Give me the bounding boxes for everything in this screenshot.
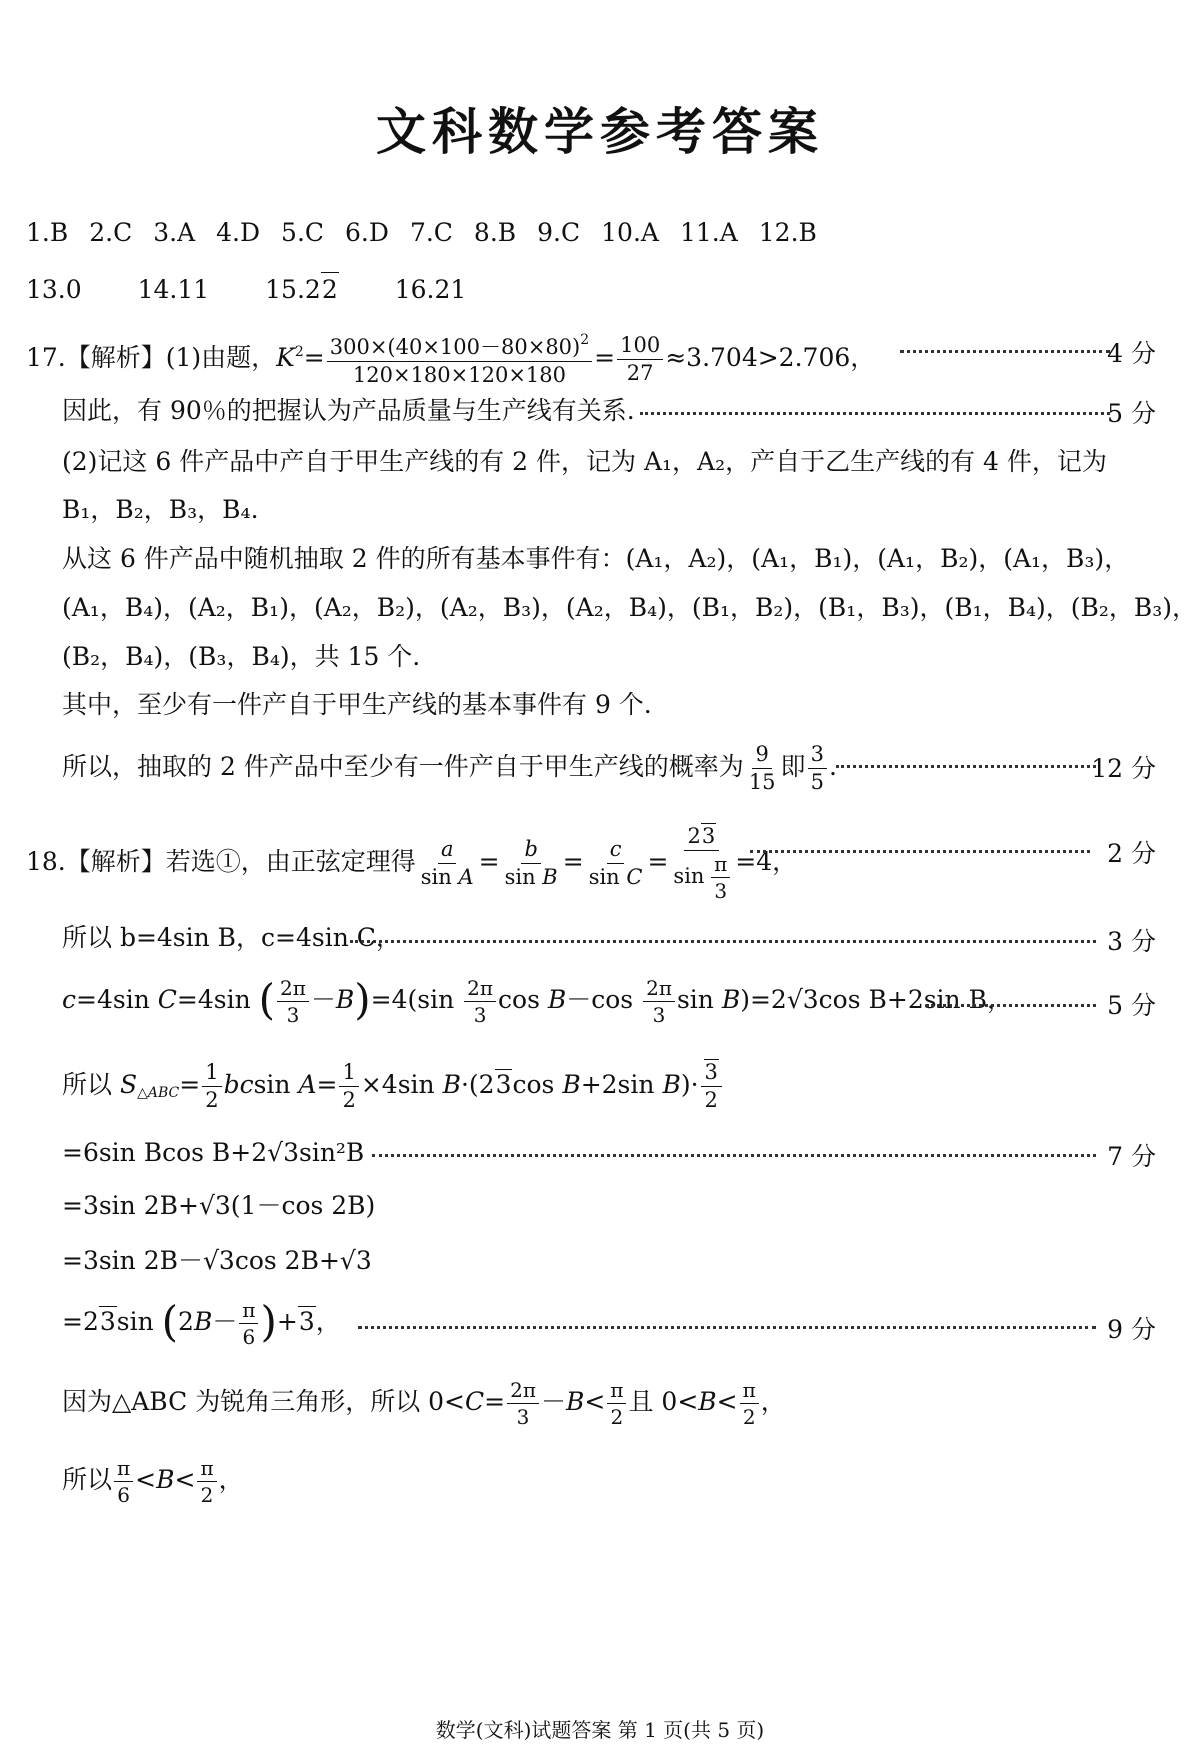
k2-fraction: $\frac{300\times(40\times 100-80\times 80)^2}{120\times 180\times 120\times 180}$ [327,333,592,386]
q18-line-7: =3sin 2B－√3cos 2B+√3 [62,1246,372,1275]
q17-line-2: 因此，有 90％的把握认为产品质量与生产线有关系. [62,396,635,425]
answer-5: 5.C [281,218,325,247]
q18-line-9: 因为△ABC 为锐角三角形，所以 0<C= $\frac{2\pi}{3}$ －B< $\frac{\pi}{2}$ 且 0<B< $\frac{\pi}{2}$ ， [62,1378,786,1429]
leader-dots [900,350,1110,355]
q17-line-3: (2)记这 6 件产品中产自于甲生产线的有 2 件，记为 A₁，A₂，产自于乙生产线的有 4 件，记为 [62,447,1107,476]
q18-line-4: 所以 $S_{\triangle ABC}=$ $\frac{1}{2}$ bcsin A= $\frac{1}{2}$ ×4sin B·(23cos B+2sin B)· $\frac{3}{2}$ [62,1062,724,1111]
q17-line-8: 其中，至少有一件产自于甲生产线的基本事件有 9 个. [62,690,652,719]
leader-dots [750,850,1090,855]
answer-6: 6.D [345,218,389,247]
q18-line-5: =6sin Bcos B+2√3sin²B [62,1138,365,1167]
answer-8: 8.B [473,218,517,247]
answer-2: 2.C [89,218,133,247]
q17-line-4: B₁，B₂，B₃，B₄. [62,495,259,524]
q17-line-1: 17.【解析】(1)由题，$K^2=$ $\frac{300\times(40\times 100-80\times 80)^2}{120\times 180\times 120\times 180}$ = $\frac{100}{27}$ ≈3.704>2.706， [26,332,876,387]
page-footer: 数学(文科)试题答案 第 1 页(共 5 页) [435,1718,765,1742]
answer-13: 13.0 [26,275,82,304]
page-title: 文科数学参考答案 [376,103,824,161]
q18-line-6: =3sin 2B+√3(1－cos 2B) [62,1191,376,1220]
leader-dots [350,940,1096,945]
answer-row-2 [26,272,514,307]
score-2: 2 分 [1107,839,1156,868]
answer-12: 12.B [758,218,817,247]
q17-head: 17.【解析】(1)由题， [26,343,277,372]
answer-14: 14.11 [137,275,210,304]
answer-4: 4.D [216,218,261,247]
leader-dots [926,1004,1096,1009]
prob-simplified: $\frac{3}{5}$ [808,744,827,793]
score-9: 9 分 [1107,1315,1156,1344]
answer-9: 9.C [537,218,581,247]
leader-dots [372,1154,1096,1159]
prob-fraction: $\frac{9}{15}$ [748,742,776,794]
score-5b: 5 分 [1107,991,1156,1020]
answer-1: 1.B [26,218,69,247]
score-12: 12 分 [1091,754,1156,783]
answer-10: 10.A [601,218,659,247]
answer-7: 7.C [409,218,453,247]
answer-3: 3.A [153,218,196,247]
q17-line-6: (A₁，B₄)，(A₂，B₁)，(A₂，B₂)，(A₂，B₃)，(A₂，B₄)，(B₁，B₂)，(B₁，B₃)，(B₁，B₄)，(B₂，B₃)， [62,593,1198,622]
leader-dots [640,412,1110,417]
q18-line-8: =23sin (2B－ $\frac{\pi}{6}$ )+3， [62,1297,341,1349]
score-7: 7 分 [1107,1142,1156,1171]
q17-line-7: (B₂，B₄)，(B₃，B₄)，共 15 个. [62,642,421,671]
q18-line-1: 18.【解析】若选①，由正弦定理得 $\frac{a}{\text{sin A}}$ = $\frac{b}{\text{sin B}}$ = $\frac{c}{\text{sin C}}$ = 23 sin $\frac{\pi}{3}$ =4， [26,824,798,903]
score-4: 4 分 [1107,339,1156,368]
k2-simplified: $\frac{100}{27}$ [617,335,663,384]
q18-line-2: 所以 b=4sin B，c=4sin C， [62,923,401,952]
answer-16: 16.21 [394,275,467,304]
answer-row-1 [26,216,838,250]
q17-line-9: 所以，抽取的 2 件产品中至少有一件产自于甲生产线的概率为 $\frac{9}{15}$ 即 $\frac{3}{5}$ . [62,742,837,794]
score-5: 5 分 [1107,399,1156,428]
score-3: 3 分 [1107,927,1156,956]
answer-11: 11.A [679,218,738,247]
q18-line-3: c=4sin C=4sin ( $\frac{2\pi}{3}$ －B)=4(sin $\frac{2\pi}{3}$ cos B－cos $\frac{2\pi}{3}$ sin B)=2√3cos B+2sin B， [62,975,1012,1027]
answer-15: 15.22 [265,272,339,307]
leader-dots [358,1326,1096,1331]
q18-line-10: 所以 $\frac{\pi}{6}$ <B< $\frac{\pi}{2}$ ， [62,1456,244,1507]
q17-line-5: 从这 6 件产品中随机抽取 2 件的所有基本事件有：(A₁，A₂)，(A₁，B₁)，(A₁，B₂)，(A₁，B₃)， [62,544,1130,573]
leader-dots [836,765,1096,770]
